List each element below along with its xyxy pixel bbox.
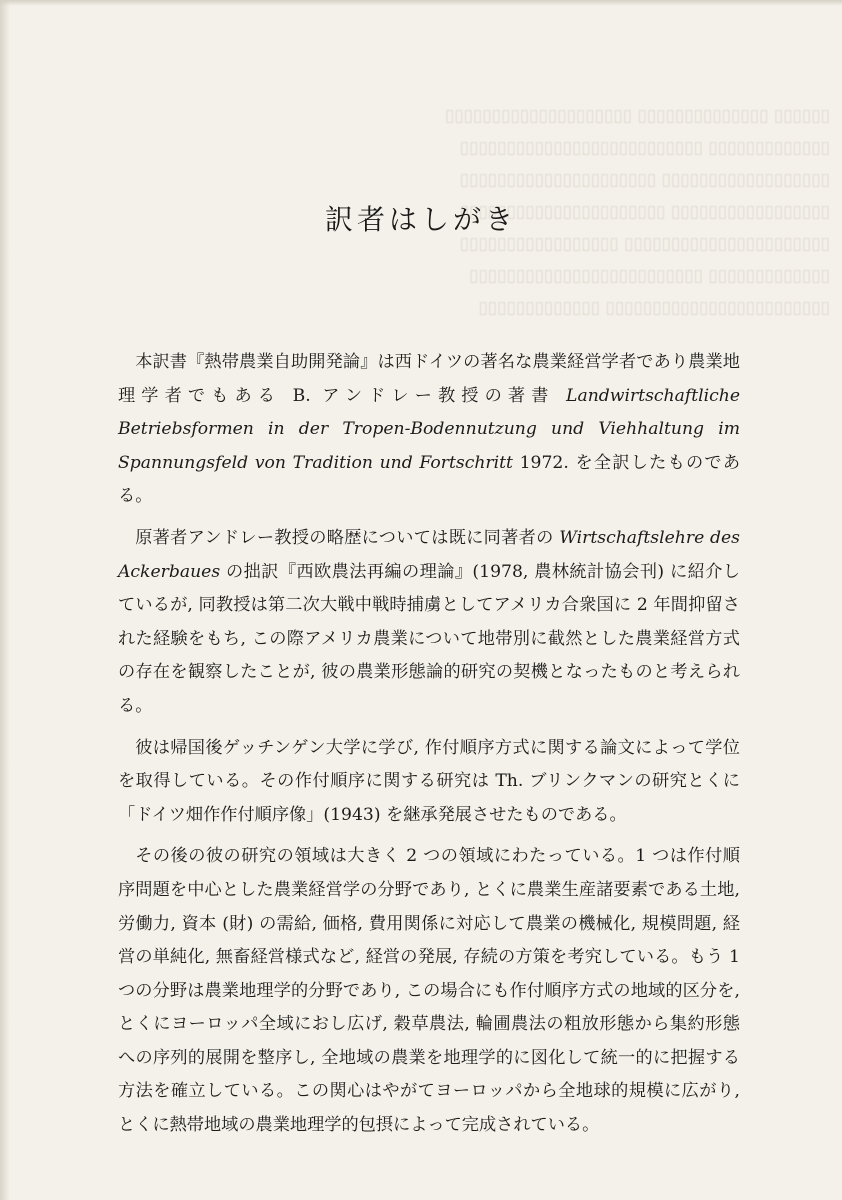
spine-shadow <box>0 0 10 1200</box>
text-segment: 原著者アンドレー教授の略歴については既に同著者の <box>135 527 560 548</box>
book-title-italic: Landwirtschaftliche Betriebsformen in der Tropen-Bodennutzung und Viehhaltung im Spannungsfeld von Tradition und Fortschritt <box>118 385 740 473</box>
paragraph-4 <box>118 840 740 1142</box>
text-segment: 彼は帰国後ゲッチンゲン大学に学び, 作付順序方式に関する論文によって学位を取得している。その作付順序に関する研究は Th. ブリンクマンの研究とくに「ドイツ畑作作付順序像」(1943) を継承発展させたものである。 <box>118 737 740 825</box>
text-segment: 1972. を全訳したものである。 <box>118 452 741 507</box>
page-title: 訳者はしがき <box>324 203 517 236</box>
text-segment: の拙訳『西欧農法再編の理論』(1978, 農林統計協会刊) に紹介しているが, 同教授は第二次大戦中戦時捕虜としてアメリカ合衆国に 2 年間抑留された経験をもち, この際アメリカ農業について地帯別に截然とした農業経営方式の存在を観察したことが, 彼の農業形態論的研究の契機となったものと考えられる。 <box>118 561 740 716</box>
text-segment: 本訳書『熱帯農業自助開発論』は西ドイツの著名な農業経営学者であり農業地理学者でもある B. アンドレー教授の著書 <box>118 352 740 406</box>
body-text <box>118 346 740 1143</box>
paragraph-1 <box>118 346 740 514</box>
paragraph-3 <box>118 732 740 833</box>
text-segment: その後の彼の研究の領域は大きく 2 つの領域にわたっている。1 つは作付順序問題を中心とした農業経営学の分野であり, とくに農業生産諸要素である土地, 労働力, 資本 (財) の需給, 価格, 費用関係に対応して農業の機械化, 規模問題, 経営の単純化, 無畜経営様式など, 経営の発展, 存続の方策を考究している。もう 1 つの分野は農業地理学的分野であり, この場合にも作付順序方式の地域的区分を, とくにヨーロッパ全域におし広げ, 穀草農法, 輪圃農法の粗放形態から集約形態への序列的展開を整序し, 全地域の農業を地理学的に図化して統一的に把握する方法を確立している。この関心はやがてヨーロッパから全地球的規模に広がり, とくに熱帯地域の農業地理学的包摂によって完成されている。 <box>118 846 740 1136</box>
bleed-through-text: ▯▯▯▯▯▯ ▯▯▯▯▯▯▯▯▯▯▯▯▯▯ ▯▯▯▯▯▯▯▯▯▯▯▯▯▯▯▯▯▯▯▯ ▯▯▯▯▯▯▯▯▯▯▯▯▯ ▯▯▯▯▯▯▯▯▯▯▯▯▯▯▯▯▯▯▯▯▯▯▯▯▯▯ ▯▯▯▯▯▯▯▯▯▯▯▯▯▯▯▯▯▯ ▯▯▯▯▯▯▯▯▯▯▯▯▯▯▯▯▯▯▯▯▯ ▯▯▯▯▯▯▯▯▯▯▯▯▯▯▯▯▯ ▯▯▯▯▯▯▯▯▯▯▯▯▯▯▯▯▯▯▯▯▯▯ ▯▯▯▯▯▯▯▯▯▯▯▯▯▯▯▯▯▯▯▯▯▯ ▯▯▯▯▯▯▯▯▯▯▯▯▯▯▯▯▯ ▯▯▯▯▯▯▯▯▯▯▯▯▯ ▯▯▯▯▯▯▯▯▯▯▯▯▯▯▯▯▯▯▯▯▯▯▯▯▯ ▯▯▯▯▯▯▯▯▯▯▯▯▯▯▯▯▯▯▯▯▯▯▯▯ ▯▯▯▯▯▯▯▯▯▯▯▯▯ <box>444 106 830 318</box>
top-edge-shadow <box>0 0 842 6</box>
paragraph-2 <box>118 522 740 724</box>
book-title-italic: Wirtschaftslehre des Ackerbaues <box>118 527 741 582</box>
